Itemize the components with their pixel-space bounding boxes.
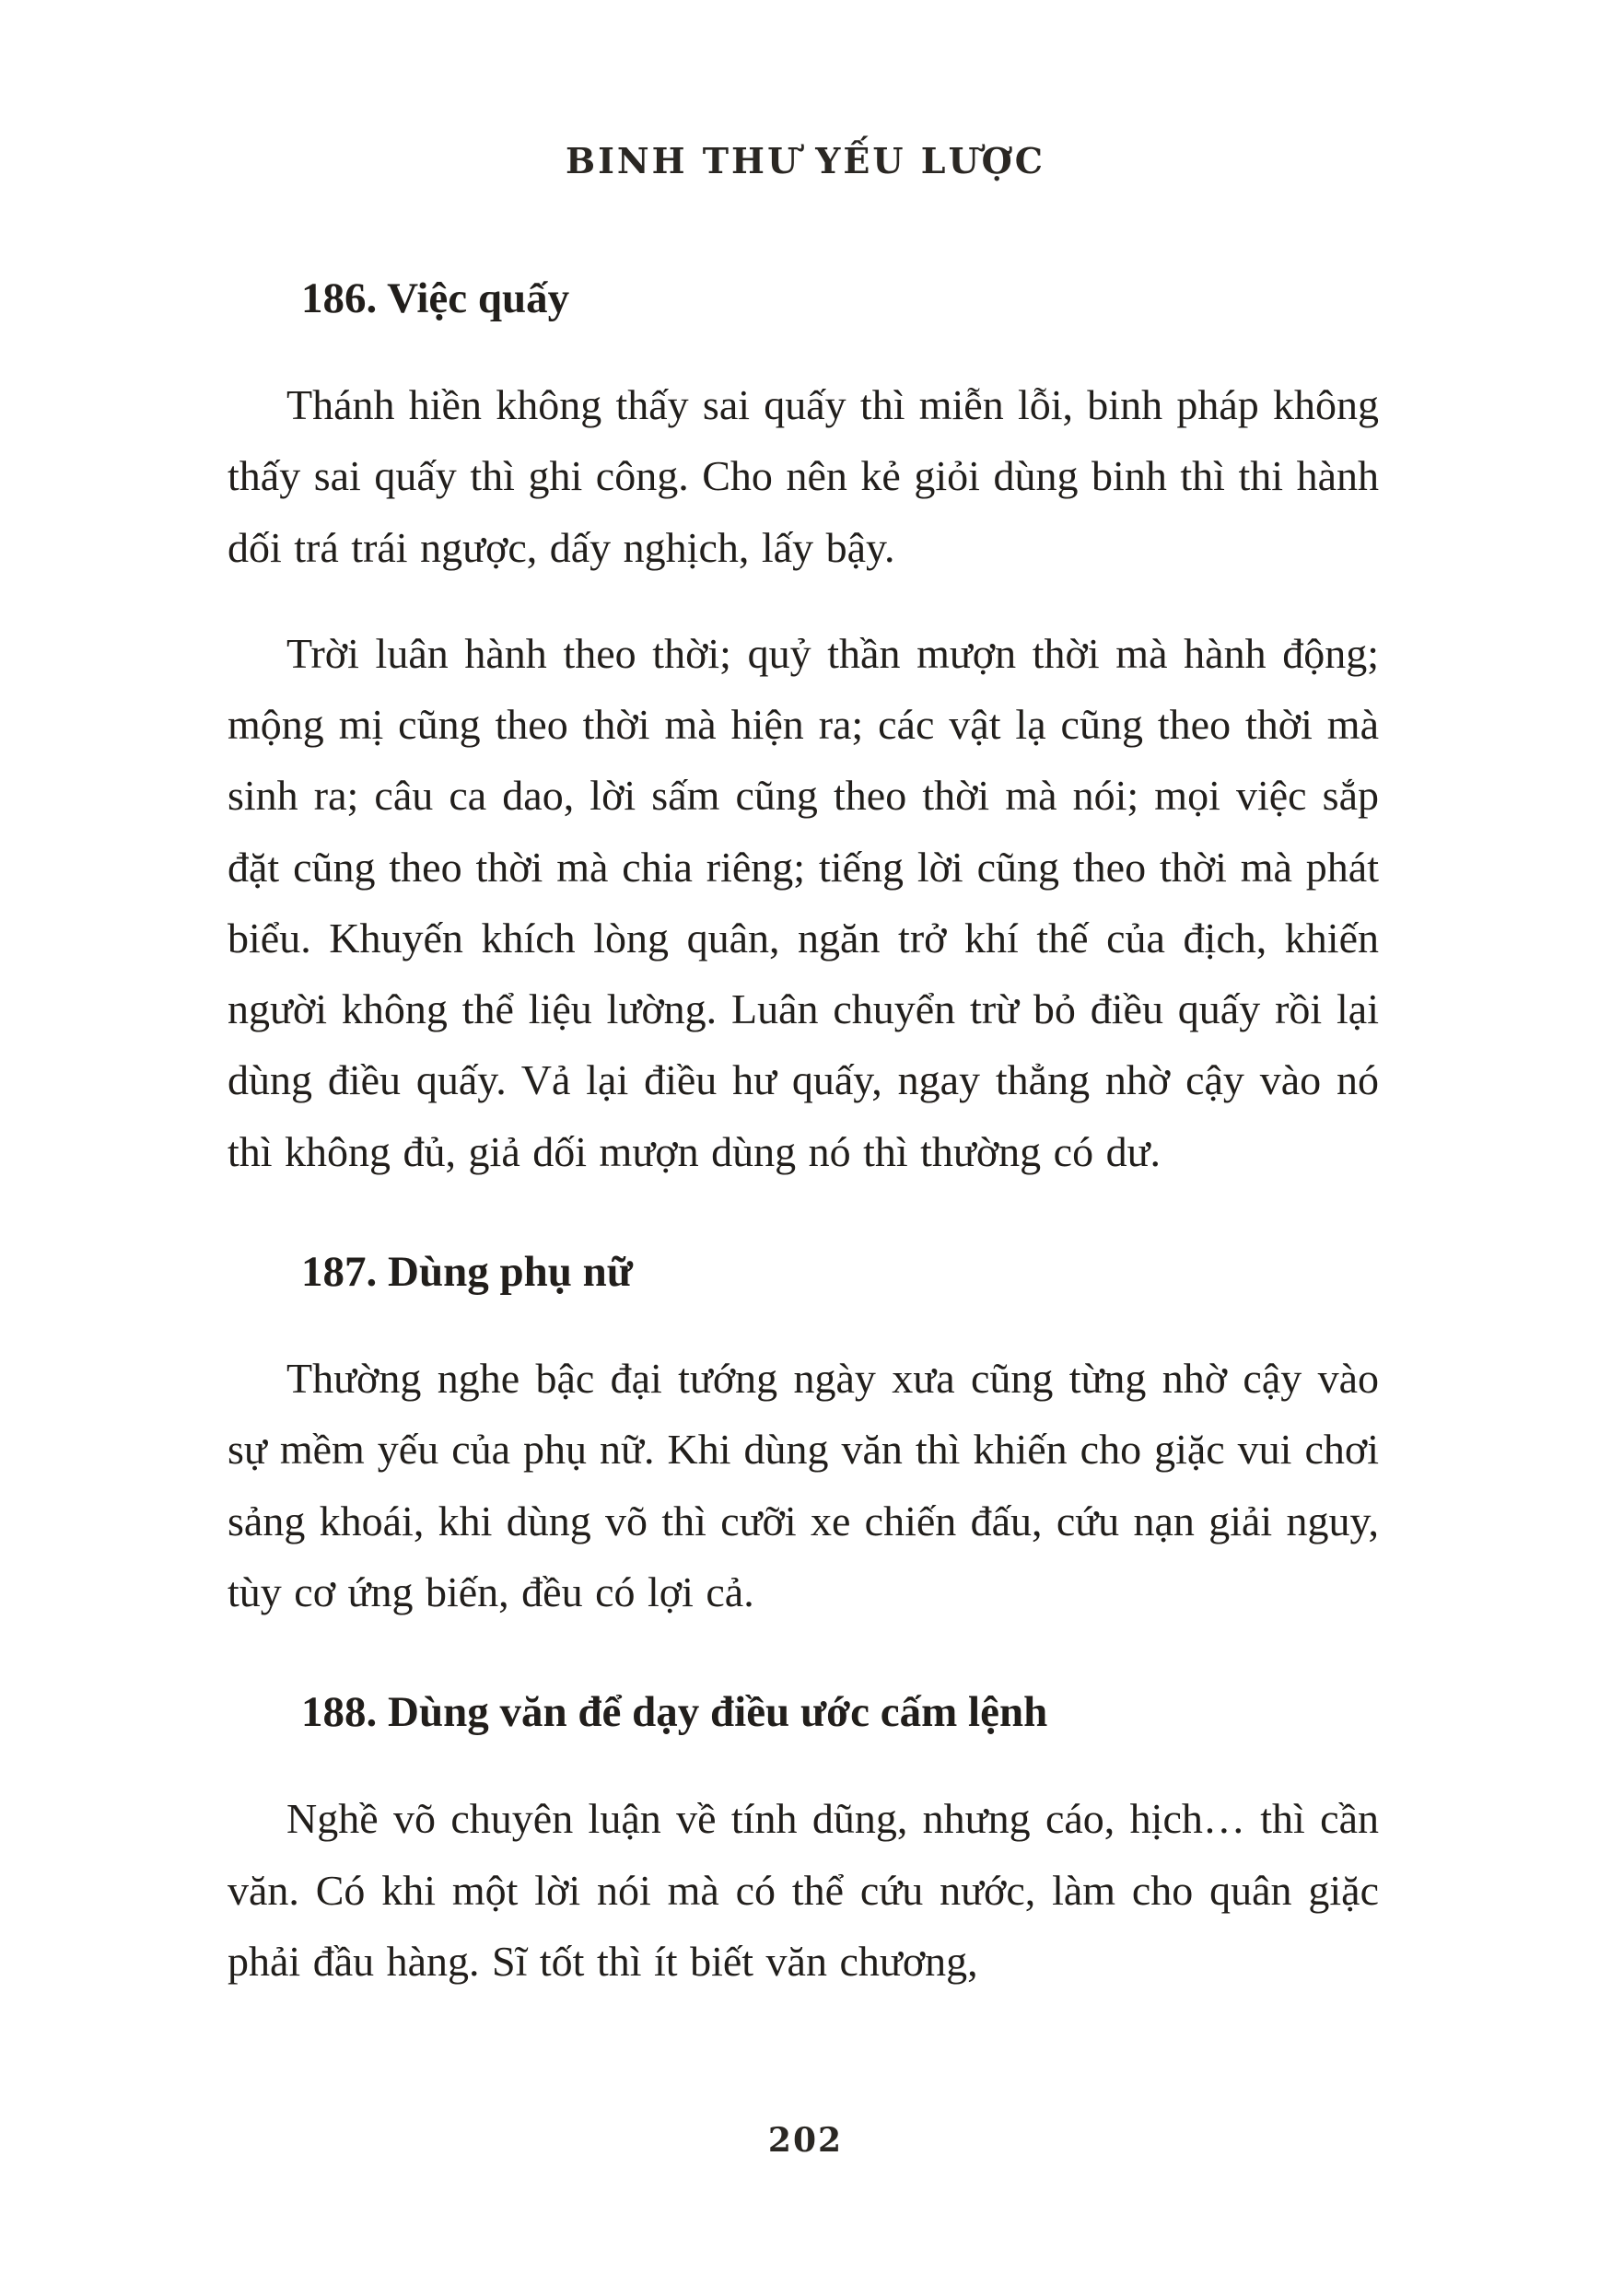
- section-heading: 186. Việc quấy: [301, 274, 570, 322]
- paragraph: Trời luân hành theo thời; quỷ thần mượn thời mà hành động; mộng mị cũng theo thời mà hiện ra; các vật lạ cũng theo thời mà sinh ra; câu ca dao, lời sấm cũng theo thời mà nói; mọi việc sắp đặt cũng theo thời mà chia riêng; tiếng lời cũng theo thời mà phát biểu. Khuyến khích lòng quân, ngăn trở khí thế của địch, khiến người không thể liệu lường. Luân chuyển trừ bỏ điều quấy rồi lại dùng điều quấy. Vả lại điều hư quấy, ngay thẳng nhờ cậy vào nó thì không đủ, giả dối mượn dùng nó thì thường có dư.: [228, 629, 1379, 1175]
- paragraph: Thường nghe bậc đại tướng ngày xưa cũng từng nhờ cậy vào sự mềm yếu của phụ nữ. Khi dùng văn thì khiến cho giặc vui chơi sảng khoái, khi dùng võ thì cưỡi xe chiến đấu, cứu nạn giải nguy, tùy cơ ứng biến, đều có lợi cả.: [228, 1355, 1379, 1615]
- section-heading: 187. Dùng phụ nữ: [301, 1248, 633, 1297]
- page-number: 202: [767, 2121, 844, 2160]
- paragraph: Thánh hiền không thấy sai quấy thì miễn lỗi, binh pháp không thấy sai quấy thì ghi công. Cho nên kẻ giỏi dùng binh thì thi hành dối trá trái ngược, dấy nghịch, lấy bậy.: [228, 381, 1379, 571]
- section-187: [228, 1244, 1379, 1627]
- paragraph: Nghề võ chuyên luận về tính dũng, nhưng cáo, hịch… thì cần văn. Có khi một lời nói mà có thể cứu nước, làm cho quân giặc phải đầu hàng. Sĩ tốt thì ít biết văn chương,: [228, 1795, 1379, 1985]
- running-header: BINH THƯ YẾU LƯỢC: [566, 140, 1045, 181]
- page-content: [228, 238, 1379, 2032]
- section-186: [228, 271, 1379, 1187]
- section-heading: 188. Dùng văn để dạy điều ước cấm lệnh: [301, 1688, 1048, 1737]
- section-188: [228, 1684, 1379, 1997]
